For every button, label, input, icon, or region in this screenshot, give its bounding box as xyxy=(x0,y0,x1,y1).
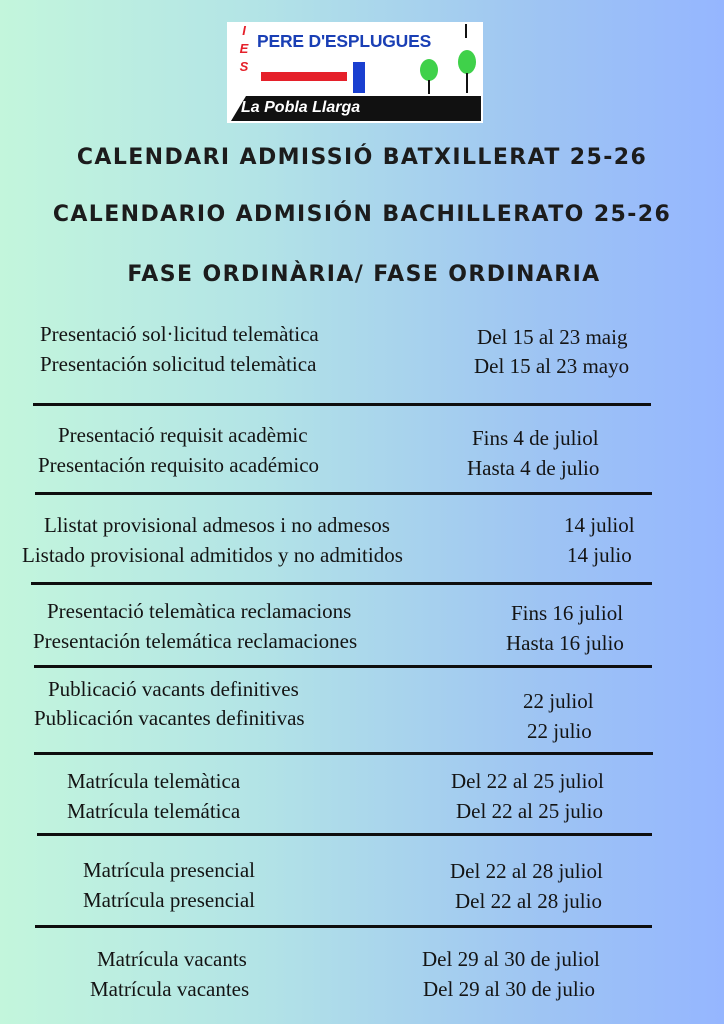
row-label-va: Presentació requisit acadèmic xyxy=(58,423,308,447)
row-divider xyxy=(35,492,652,495)
logo-town-name: La Pobla Llarga xyxy=(241,99,361,116)
row-label-es: Presentación requisito académico xyxy=(38,453,320,477)
row-label-va: Presentació telemàtica reclamacions xyxy=(47,599,352,623)
logo-blue-block xyxy=(353,62,365,93)
row-label-es: Listado provisional admitidos y no admitidos xyxy=(22,543,403,567)
row-label-va: Publicació vacants definitives xyxy=(48,677,299,701)
row-label-es: Presentación solicitud telemàtica xyxy=(40,352,317,376)
row-date-va: Fins 16 juliol xyxy=(511,601,624,625)
row-date-es: 22 julio xyxy=(527,719,592,743)
row-label-es: Matrícula presencial xyxy=(83,888,255,912)
row-label-es: Presentación telemática reclamaciones xyxy=(33,629,358,653)
row-date-va: 22 juliol xyxy=(523,689,594,713)
logo-tree-trunk xyxy=(428,80,430,94)
logo-tree-trunk xyxy=(466,73,468,93)
row-label-va: Presentació sol·licitud telemàtica xyxy=(40,322,319,346)
row-date-va: Fins 4 de juliol xyxy=(472,426,599,450)
row-date-es: Hasta 4 de julio xyxy=(467,456,600,480)
row-divider xyxy=(37,833,652,836)
row-date-es: Hasta 16 julio xyxy=(506,631,624,655)
row-label-es: Matrícula vacantes xyxy=(90,977,250,1001)
row-date-es: Del 22 al 28 julio xyxy=(455,889,602,913)
row-label-va: Matrícula presencial xyxy=(83,858,255,882)
logo-ies-text: I E S xyxy=(239,23,249,74)
logo-red-bar xyxy=(261,72,347,81)
logo-school-name: PERE D'ESPLUGUES xyxy=(257,31,432,51)
row-date-es: Del 15 al 23 mayo xyxy=(474,354,630,378)
row-date-es: Del 22 al 25 julio xyxy=(456,799,603,823)
row-label-va: Matrícula telemàtica xyxy=(67,769,241,793)
row-label-va: Llistat provisional admesos i no admesos xyxy=(44,513,390,537)
row-label-va: Matrícula vacants xyxy=(97,947,247,971)
row-date-va: Del 29 al 30 de juliol xyxy=(422,947,600,971)
logo-tree-icon xyxy=(420,59,438,81)
row-divider xyxy=(31,582,652,585)
row-divider xyxy=(34,752,653,755)
row-divider xyxy=(33,403,651,406)
row-label-es: Matrícula telemática xyxy=(67,799,241,823)
row-date-va: Del 15 al 23 maig xyxy=(477,325,628,349)
logo-pole xyxy=(465,24,467,38)
phase-title: FASE ORDINÀRIA/ FASE ORDINARIA xyxy=(127,262,601,287)
school-logo xyxy=(227,22,483,123)
title-spanish: CALENDARIO ADMISIÓN BACHILLERATO 25-26 xyxy=(52,202,672,227)
row-label-es: Publicación vacantes definitivas xyxy=(34,706,305,730)
row-date-va: 14 juliol xyxy=(564,513,635,537)
logo-tree-icon xyxy=(458,50,476,74)
row-divider xyxy=(34,665,652,668)
row-date-va: Del 22 al 25 juliol xyxy=(451,769,604,793)
row-date-es: Del 29 al 30 de julio xyxy=(423,977,596,1001)
title-valencian: CALENDARI ADMISSIÓ BATXILLERAT 25-26 xyxy=(76,145,648,170)
row-divider xyxy=(35,925,652,928)
row-date-es: 14 julio xyxy=(567,543,632,567)
row-date-va: Del 22 al 28 juliol xyxy=(450,859,603,883)
